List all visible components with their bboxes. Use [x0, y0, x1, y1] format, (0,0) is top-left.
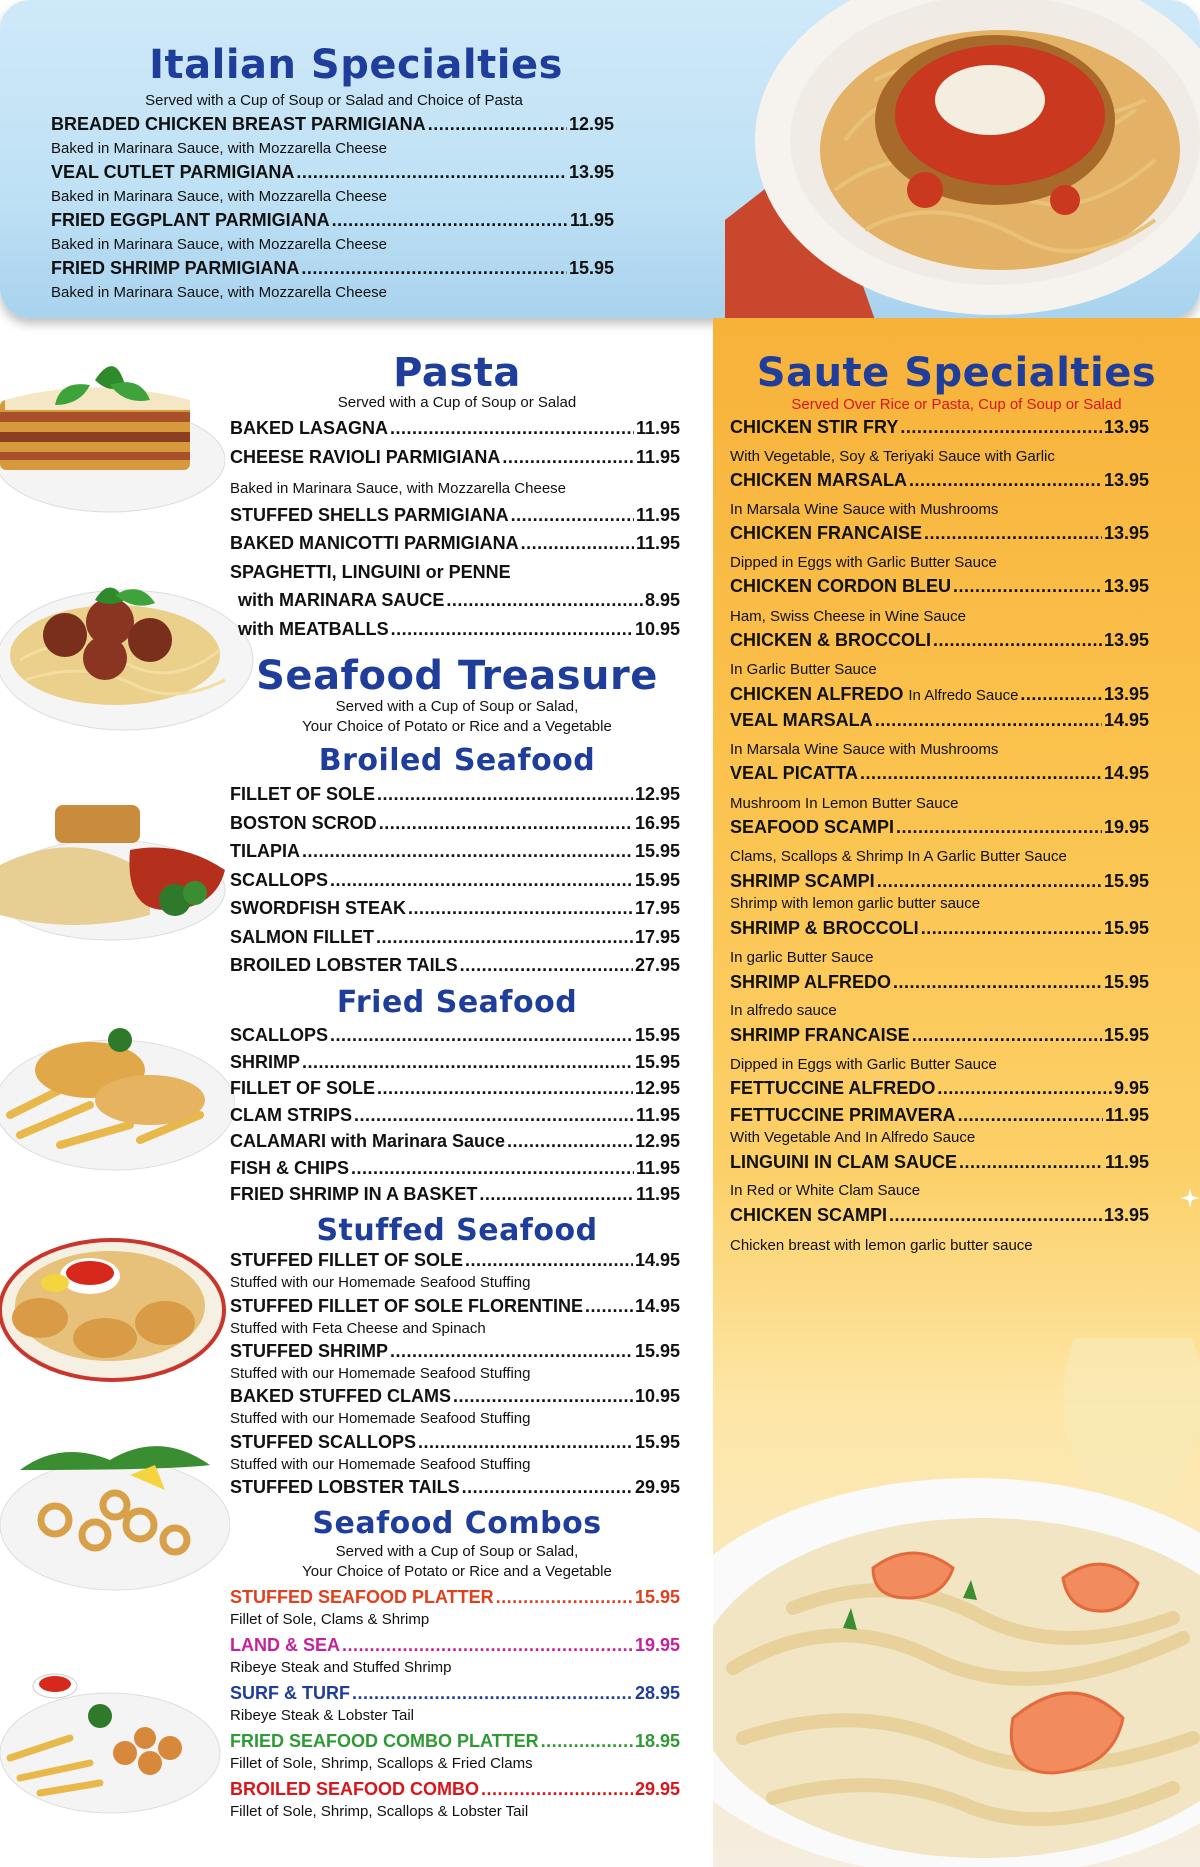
- item-description: Fillet of Sole, Shrimp, Scallops & Lobster Tail: [230, 1803, 529, 1820]
- item-price: 15.95: [634, 1432, 680, 1452]
- item-description: Baked in Marinara Sauce, with Mozzarella Cheese: [51, 188, 387, 205]
- item-description: With Vegetable, Soy & Teriyaki Sauce with Garlic: [730, 448, 1055, 465]
- item-description: In Red or White Clam Sauce: [730, 1182, 921, 1199]
- pasta-subtitle: Served with a Cup of Soup or Salad: [337, 394, 577, 411]
- item-description: Ribeye Steak & Lobster Tail: [230, 1707, 414, 1724]
- menu-item: [730, 1078, 1149, 1099]
- item-price: 13.95: [1103, 417, 1149, 437]
- item-price: 11.95: [1104, 1152, 1149, 1172]
- item-name: CHICKEN FRANCAISE: [730, 523, 923, 543]
- item-name: SHRIMP: [230, 1052, 301, 1072]
- item-name: SHRIMP SCAMPI: [730, 871, 875, 891]
- item-description: Baked in Marinara Sauce, with Mozzarella Cheese: [51, 236, 387, 253]
- item-description: Stuffed with Feta Cheese and Spinach: [230, 1320, 486, 1337]
- item-price: 15.95: [634, 1025, 680, 1045]
- item-price: 11.95: [635, 1158, 680, 1178]
- item-description: Dipped in Eggs with Garlic Butter Sauce: [730, 1056, 997, 1073]
- item-name: STUFFED FILLET OF SOLE FLORENTINE: [230, 1296, 583, 1316]
- item-price: 13.95: [1103, 630, 1149, 650]
- menu-item: [230, 1296, 680, 1317]
- menu-item: [230, 1078, 680, 1099]
- item-name: CHICKEN ALFREDO: [730, 684, 904, 704]
- item-price: 29.95: [634, 1477, 680, 1497]
- item-description: Baked in Marinara Sauce, with Mozzarella Cheese: [51, 284, 387, 301]
- menu-item: [230, 1250, 680, 1271]
- menu-item: [230, 870, 680, 891]
- italian-specialties-title: Italian Specialties: [149, 42, 563, 88]
- menu-item: [730, 918, 1149, 939]
- item-price: 13.95: [568, 162, 614, 182]
- item-price: 13.95: [1103, 684, 1149, 704]
- item-price: 18.95: [634, 1731, 680, 1751]
- menu-item: [230, 1158, 680, 1179]
- item-description: With Vegetable And In Alfredo Sauce: [730, 1129, 976, 1146]
- menu-item: [230, 1025, 680, 1046]
- shrimp-fettuccine-photo: [713, 1338, 1200, 1867]
- menu-item: [230, 898, 680, 919]
- item-name: LINGUINI IN CLAM SAUCE: [730, 1152, 957, 1172]
- menu-item: [730, 417, 1149, 438]
- item-description: Baked in Marinara Sauce, with Mozzarella Cheese: [51, 140, 387, 157]
- item-name: FILLET OF SOLE: [230, 1078, 375, 1098]
- italian-specialties-subtitle: Served with a Cup of Soup or Salad and Choice of Pasta: [145, 92, 523, 109]
- item-price: 13.95: [1103, 1205, 1149, 1225]
- item-price: 15.95: [1103, 972, 1149, 992]
- item-price: 12.95: [634, 784, 680, 804]
- item-description: Ribeye Steak and Stuffed Shrimp: [230, 1659, 452, 1676]
- item-name: with MARINARA SAUCE: [238, 590, 445, 610]
- menu-item: [51, 114, 614, 135]
- item-description: Clams, Scallops & Shrimp In A Garlic Butter Sauce: [730, 848, 1067, 865]
- item-price: 11.95: [635, 418, 680, 438]
- menu-item: [730, 1025, 1149, 1046]
- item-name: FILLET OF SOLE: [230, 784, 375, 804]
- item-price: 17.95: [634, 898, 680, 918]
- item-description: Chicken breast with lemon garlic butter sauce: [730, 1237, 1033, 1254]
- menu-item: [230, 533, 680, 554]
- item-description: In Marsala Wine Sauce with Mushrooms: [730, 741, 999, 758]
- item-price: 15.95: [1103, 871, 1149, 891]
- fried-calamari-photo: [0, 1430, 230, 1595]
- item-price: 11.95: [569, 210, 614, 230]
- italian-specialties-banner: [0, 0, 1200, 318]
- item-price: 15.95: [634, 841, 680, 861]
- item-name-suffix: In Alfredo Sauce: [908, 687, 1019, 704]
- combo-item: [230, 1587, 680, 1608]
- menu-item: [730, 470, 1149, 491]
- item-price: 10.95: [634, 619, 680, 639]
- item-price: 13.95: [1103, 470, 1149, 490]
- item-price: 11.95: [635, 447, 680, 467]
- item-name: STUFFED SCALLOPS: [230, 1432, 417, 1452]
- item-description: Stuffed with our Homemade Seafood Stuffing: [230, 1456, 531, 1473]
- item-description: Shrimp with lemon garlic butter sauce: [730, 895, 981, 912]
- menu-item: [730, 871, 1149, 892]
- menu-item: [730, 1152, 1149, 1173]
- item-name: SURF & TURF: [230, 1683, 350, 1703]
- item-name: STUFFED LOBSTER TAILS: [230, 1477, 460, 1497]
- item-price: 15.95: [634, 870, 680, 890]
- item-price: 12.95: [634, 1131, 680, 1151]
- item-name: CLAM STRIPS: [230, 1105, 353, 1125]
- combo-item: [230, 1683, 680, 1704]
- menu-item: [230, 1131, 680, 1152]
- item-description: In Marsala Wine Sauce with Mushrooms: [730, 501, 999, 518]
- item-name: FRIED SHRIMP IN A BASKET: [230, 1184, 478, 1204]
- item-price: 27.95: [634, 955, 680, 975]
- menu-item: [238, 619, 680, 640]
- item-name: CHICKEN MARSALA: [730, 470, 907, 490]
- item-price: 15.95: [1103, 1025, 1149, 1045]
- item-name: BAKED STUFFED CLAMS: [230, 1386, 451, 1406]
- item-description: Stuffed with our Homemade Seafood Stuffing: [230, 1274, 531, 1291]
- item-name: CHICKEN & BROCCOLI: [730, 630, 931, 650]
- item-description: In alfredo sauce: [730, 1002, 837, 1019]
- menu-item: [730, 523, 1149, 544]
- item-price: 15.95: [634, 1052, 680, 1072]
- item-name: FETTUCCINE PRIMAVERA: [730, 1105, 956, 1125]
- item-name: SALMON FILLET: [230, 927, 374, 947]
- seafood-combos-subtitle-2: Your Choice of Potato or Rice and a Vegetable: [302, 1563, 612, 1580]
- menu-item: [230, 1105, 680, 1126]
- item-price: 14.95: [1103, 763, 1149, 783]
- fried-seafood-photo: [0, 1005, 235, 1175]
- item-name: FRIED SHRIMP PARMIGIANA: [51, 258, 300, 278]
- item-name: FISH & CHIPS: [230, 1158, 350, 1178]
- combo-item: [230, 1635, 680, 1656]
- item-price: 15.95: [634, 1341, 680, 1361]
- saute-specialties-subtitle: Served Over Rice or Pasta, Cup of Soup or Salad: [791, 396, 1122, 413]
- menu-item: [730, 630, 1149, 651]
- item-name: VEAL MARSALA: [730, 710, 873, 730]
- item-price: 11.95: [635, 505, 680, 525]
- item-description: Mushroom In Lemon Butter Sauce: [730, 795, 959, 812]
- item-description: Dipped in Eggs with Garlic Butter Sauce: [730, 554, 997, 571]
- item-price: 19.95: [634, 1635, 680, 1655]
- menu-item: [51, 258, 614, 279]
- item-name: BROILED LOBSTER TAILS: [230, 955, 458, 975]
- menu-item: [230, 955, 680, 976]
- item-name: CHICKEN SCAMPI: [730, 1205, 888, 1225]
- menu-item: [230, 927, 680, 948]
- item-price: 11.95: [635, 1184, 680, 1204]
- item-name: FRIED SEAFOOD COMBO PLATTER: [230, 1731, 539, 1751]
- item-name: SCALLOPS: [230, 870, 329, 890]
- menu-item: [238, 590, 680, 611]
- item-price: 11.95: [635, 533, 680, 553]
- menu-item: [730, 972, 1149, 993]
- item-name: BREADED CHICKEN BREAST PARMIGIANA: [51, 114, 426, 134]
- fried-seafood-title: Fried Seafood: [336, 985, 578, 1020]
- item-name: CHEESE RAVIOLI PARMIGIANA: [230, 447, 501, 467]
- seafood-combos-subtitle-1: Served with a Cup of Soup or Salad,: [335, 1543, 579, 1560]
- menu-item: [730, 763, 1149, 784]
- item-price: 17.95: [634, 927, 680, 947]
- item-description: Stuffed with our Homemade Seafood Stuffing: [230, 1365, 531, 1382]
- chicken-parmigiana-photo: [725, 0, 1200, 318]
- menu-item: [730, 710, 1149, 731]
- menu-item: [230, 1184, 680, 1205]
- item-price: 12.95: [634, 1078, 680, 1098]
- item-name: LAND & SEA: [230, 1635, 341, 1655]
- item-name: VEAL PICATTA: [730, 763, 859, 783]
- item-price: 14.95: [634, 1250, 680, 1270]
- menu-item: [230, 1052, 680, 1073]
- item-price: 8.95: [644, 590, 680, 610]
- item-price: 10.95: [634, 1386, 680, 1406]
- item-price: 13.95: [1103, 523, 1149, 543]
- item-price: 13.95: [1103, 576, 1149, 596]
- menu-item: [230, 1432, 680, 1453]
- item-name: with MEATBALLS: [238, 619, 389, 639]
- item-description: In garlic Butter Sauce: [730, 949, 874, 966]
- item-name: BOSTON SCROD: [230, 813, 377, 833]
- menu-item: [230, 841, 680, 862]
- item-description: Stuffed with our Homemade Seafood Stuffing: [230, 1410, 531, 1427]
- item-price: 12.95: [568, 114, 614, 134]
- item-price: 14.95: [1103, 710, 1149, 730]
- menu-item: [230, 562, 680, 583]
- item-price: 9.95: [1113, 1078, 1149, 1098]
- item-description: Fillet of Sole, Shrimp, Scallops & Fried Clams: [230, 1755, 533, 1772]
- seafood-treasure-title: Seafood Treasure: [256, 653, 658, 699]
- item-name: SHRIMP FRANCAISE: [730, 1025, 910, 1045]
- seafood-treasure-subtitle-1: Served with a Cup of Soup or Salad,: [335, 698, 579, 715]
- menu-item: [730, 817, 1149, 838]
- item-price: 15.95: [568, 258, 614, 278]
- menu-item: [230, 1386, 680, 1407]
- item-description: Baked in Marinara Sauce, with Mozzarella Cheese: [230, 480, 566, 497]
- item-name: STUFFED FILLET OF SOLE: [230, 1250, 463, 1270]
- broiled-seafood-photo: [0, 795, 235, 945]
- spaghetti-meatballs-photo: [0, 560, 255, 735]
- pasta-title: Pasta: [393, 350, 521, 396]
- item-price: 11.95: [635, 1105, 680, 1125]
- item-name: STUFFED SHELLS PARMIGIANA: [230, 505, 509, 525]
- combo-item: [230, 1731, 680, 1752]
- item-price: 16.95: [634, 813, 680, 833]
- menu-item: [730, 684, 1149, 705]
- menu-item: [730, 576, 1149, 597]
- menu-item: [51, 210, 614, 231]
- item-name: BAKED LASAGNA: [230, 418, 389, 438]
- item-name: STUFFED SHRIMP: [230, 1341, 389, 1361]
- item-name: STUFFED SEAFOOD PLATTER: [230, 1587, 494, 1607]
- seafood-combos-title: Seafood Combos: [312, 1506, 602, 1541]
- combo-item: [230, 1779, 680, 1800]
- item-name: VEAL CUTLET PARMIGIANA: [51, 162, 295, 182]
- item-name: CHICKEN CORDON BLEU: [730, 576, 952, 596]
- item-name: TILAPIA: [230, 841, 300, 861]
- lasagna-photo: [0, 340, 225, 520]
- item-price: 29.95: [634, 1779, 680, 1799]
- item-name: BROILED SEAFOOD COMBO: [230, 1779, 480, 1799]
- item-name: SHRIMP & BROCCOLI: [730, 918, 919, 938]
- menu-item: [230, 447, 680, 468]
- fried-seafood-combo-photo: [0, 1668, 230, 1818]
- item-price: 14.95: [634, 1296, 680, 1316]
- broiled-seafood-title: Broiled Seafood: [318, 743, 596, 778]
- menu-item: [51, 162, 614, 183]
- item-name: CALAMARI with Marinara Sauce: [230, 1131, 506, 1151]
- item-description: Fillet of Sole, Clams & Shrimp: [230, 1611, 430, 1628]
- menu-item: [230, 813, 680, 834]
- menu-item: [230, 1341, 680, 1362]
- item-name: CHICKEN STIR FRY: [730, 417, 899, 437]
- item-price: 15.95: [1103, 918, 1149, 938]
- menu-item: [230, 505, 680, 526]
- item-name: FETTUCCINE ALFREDO: [730, 1078, 936, 1098]
- item-price: 19.95: [1103, 817, 1149, 837]
- menu-item: [730, 1205, 1149, 1226]
- item-price: 28.95: [634, 1683, 680, 1703]
- item-name: SEAFOOD SCAMPI: [730, 817, 895, 837]
- item-name: SHRIMP ALFREDO: [730, 972, 892, 992]
- stuffed-seafood-photo: [0, 1228, 230, 1388]
- menu-item: [230, 1477, 680, 1498]
- saute-specialties-title: Saute Specialties: [756, 350, 1157, 396]
- item-name: SPAGHETTI, LINGUINI or PENNE: [230, 562, 511, 582]
- item-price: 11.95: [1104, 1105, 1149, 1125]
- menu-item: [230, 784, 680, 805]
- seafood-treasure-subtitle-2: Your Choice of Potato or Rice and a Vegetable: [302, 718, 612, 735]
- item-name: SWORDFISH STEAK: [230, 898, 407, 918]
- stuffed-seafood-title: Stuffed Seafood: [316, 1213, 598, 1248]
- item-description: Ham, Swiss Cheese in Wine Sauce: [730, 608, 966, 625]
- item-price: 15.95: [634, 1587, 680, 1607]
- item-description: In Garlic Butter Sauce: [730, 661, 877, 678]
- item-name: BAKED MANICOTTI PARMIGIANA: [230, 533, 519, 553]
- sparkle-icon: [1180, 1188, 1200, 1208]
- item-name: SCALLOPS: [230, 1025, 329, 1045]
- menu-item: [230, 418, 680, 439]
- menu-item: [730, 1105, 1149, 1126]
- item-name: FRIED EGGPLANT PARMIGIANA: [51, 210, 330, 230]
